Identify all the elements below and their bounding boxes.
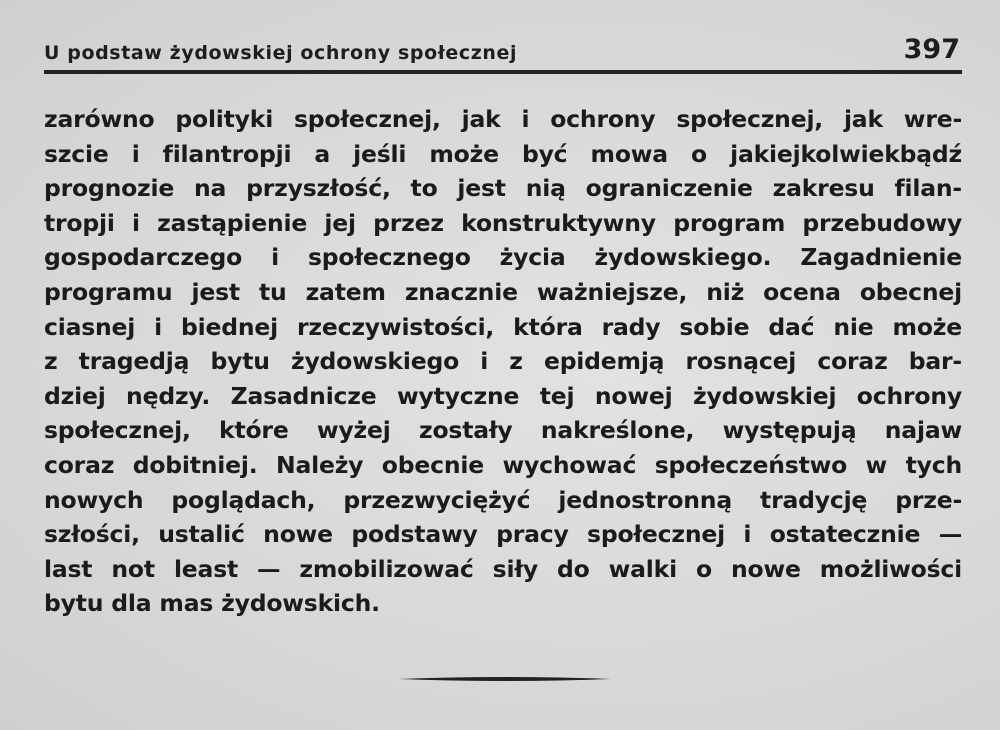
text-line: z tragedją bytu żydowskiego i z epidemją rosnącej coraz bar- bbox=[44, 347, 962, 376]
book-page bbox=[44, 0, 962, 730]
header-rule bbox=[44, 70, 962, 74]
text-line: gospodarczego i społecznego życia żydowskiego. Zagadnienie bbox=[44, 243, 962, 272]
text-line: szłości, ustalić nowe podstawy pracy społecznej i ostatecznie — bbox=[44, 520, 962, 549]
text-line: nowych poglądach, przezwyciężyć jednostronną tradycję prze- bbox=[44, 485, 962, 514]
text-line: dziej nędzy. Zasadnicze wytyczne tej nowej żydowskiej ochrony bbox=[44, 381, 962, 410]
text-line: last not least — zmobilizować siły do walki o nowe możliwości bbox=[44, 554, 962, 583]
body-paragraph bbox=[44, 102, 962, 621]
running-title: U podstaw żydowskiej ochrony społecznej bbox=[44, 42, 518, 64]
text-line: szcie i filantropji a jeśli może być mowa o jakiejkolwiekbądź bbox=[44, 139, 962, 168]
text-line: coraz dobitniej. Należy obecnie wychować społeczeństwo w tych bbox=[44, 450, 962, 479]
text-line: ciasnej i biednej rzeczywistości, która rady sobie dać nie może bbox=[44, 312, 962, 341]
text-line-last: bytu dla mas żydowskich. bbox=[44, 589, 380, 618]
running-header bbox=[44, 34, 962, 68]
end-ornament bbox=[399, 675, 611, 683]
text-line: zarówno polityki społecznej, jak i ochrony społecznej, jak wre- bbox=[44, 105, 962, 133]
text-line: prognozie na przyszłość, to jest nią ograniczenie zakresu filan- bbox=[44, 174, 962, 203]
text-line: programu jest tu zatem znacznie ważniejsze, niż ocena obecnej bbox=[44, 277, 962, 306]
page-number: 397 bbox=[903, 34, 960, 65]
text-line: społecznej, które wyżej zostały nakreślone, występują najaw bbox=[44, 416, 962, 445]
text-line: tropji i zastąpienie jej przez konstruktywny program przebudowy bbox=[44, 208, 962, 237]
